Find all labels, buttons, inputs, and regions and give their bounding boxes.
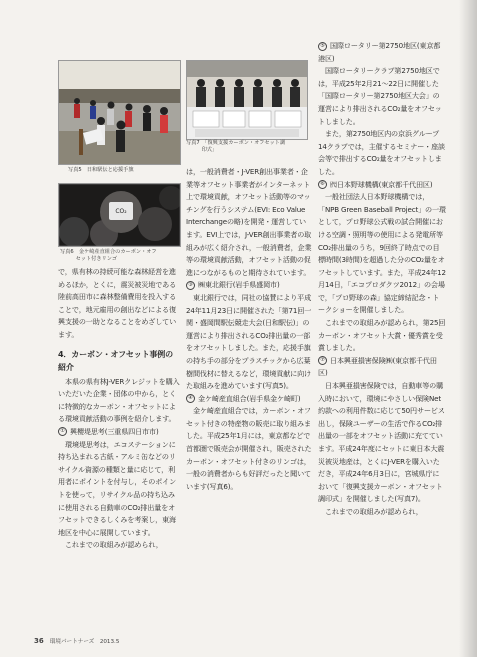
ceremony-image <box>187 61 307 139</box>
column-3 <box>318 40 446 519</box>
item3-heading <box>186 279 312 292</box>
column-2 <box>186 166 312 493</box>
item6-heading <box>318 179 446 192</box>
item6-tail: これまでの取組みが認められ，第25回カーボン・オフセット大賞・優秀賞を受賞しました。 <box>318 318 446 353</box>
apples-image <box>59 184 180 246</box>
col1-intro: で，県有林の持続可能な森林経営を進めるほか，とくに，震災被災地である陸前高田市に森林整備費用を投入することで，地元雇用の創出などによる復興支援の一助となることをめざしています。 <box>58 267 177 339</box>
item1-tail: これまでの取組みが認められ， <box>65 540 163 550</box>
item7-body: 日本興亜損害保険では，自動車等の購入時において，環境にやさしい保険Net約款への利用件数に応じて50円サービス出し，保険ユーザーの生活で作るCO₂排出量の一部をオフセット活動に充てています。平成24年度にセットに東日本大震災被災地産は，とくにJ-VERを購入いただき，平成24年6月3日に，宮城県庁において「復興支援カーボン・オフセット調印式」を開催しました(写真7)。 <box>318 381 445 504</box>
item7-heading <box>318 355 446 380</box>
item4-number: ④ <box>186 394 195 403</box>
item3-title: ㈱東北銀行(岩手県盛岡市) <box>198 280 280 290</box>
item3-body: 東北銀行では，同社の協賛により平成24年11月23日に開催された「第71回一関・盛岡間駅伝競走大会(日和駅伝)」の運営により排出されるCO₂排出量の一部をオフセットしました。また，応援手旗の持ち手の部分をプラスチックから広葉樹間伐材に替えるなど，環境貢献に向けた取組みを進めています(写真5)。 <box>186 292 312 391</box>
item6-body: 一般社団法人日本野球機構では，「NPB Green Baseball Project」の一環として，プロ野球公式戦の試合開催における空調・照明等の使用による発電所等CO₂排出量のうち，9回終了時点での目標時間(3時間)を超過した分のCO₂量をオフセットしています。また，平成24年12月14日，「エコプロダクツ2012」の会場で，「プロ野球の森」協定締結記念・トークショーを開催しました。 <box>318 192 446 315</box>
section-heading: 4．カーボン・オフセット事例の紹介 <box>58 349 173 372</box>
item5-body: 国際ロータリークラブ第2750地区では，平成25年2月21〜22日に開催した「国際ロータリー第2750地区大会」の運営により排出されるCO₂量をオフセットしました。 <box>318 66 442 126</box>
page-number: 36 <box>34 637 44 645</box>
photo-relay-race <box>58 60 181 165</box>
journal-name: 環境パートナーズ 2013.5 <box>49 639 120 645</box>
item5-body2: また，第2750地区内の京浜グループ14クラブでは，主催するセミナー・座談会等で排出するCO₂量をオフセットしました。 <box>318 129 445 176</box>
item1-number: ① <box>58 427 67 436</box>
item5-heading <box>318 40 446 65</box>
svg-text:CO₂: CO₂ <box>115 208 127 215</box>
photo5-caption: 写真5 日和駅伝と応援手旗 <box>68 167 134 173</box>
item5-number: ⑤ <box>318 42 327 51</box>
photo-ceremony <box>186 60 308 140</box>
photo-apples <box>58 183 181 247</box>
item1-title: 興櫻堤思考(三重県四日市市) <box>70 426 159 436</box>
item6-title: ㈹日本野球機構(東京都千代田区) <box>330 179 433 189</box>
item4-body: 金ケ崎産直組合では，カーボン・オフセット付きの特産物の販売に取り組みました。平成25年1月には，東京都などで首都圏で販売会が開催され，販売されたカーボン・オフセット付きのリンゴは，一般の消費者からも好評だったと聞いています(写真6)。 <box>186 406 312 491</box>
section-body: 本県の県有林J-VERクレジットを購入いただいた企業・団体の中から，とくに特徴的なカーボン・オフセットによる環境貢献活動の事例を紹介します。 <box>58 376 180 424</box>
item7-number: ⑦ <box>318 356 327 365</box>
item1-heading <box>58 426 180 439</box>
relay-race-image <box>59 61 180 164</box>
item5-title: 国際ロータリー第2750地区(東京都港区) <box>318 41 441 63</box>
item7-title: 日本興亜損害保険㈱(東京都千代田区) <box>318 355 437 378</box>
item3-number: ③ <box>186 281 195 290</box>
item1-body: 環境堤思考は，エコステーションに持ち込まれる古紙・アルミ缶などのリサイクル資源の種類と量に応じて，利用者にポイントを付与し，そのポイントを使って，リサイクル品の持ち込みに使用される自動車のCO₂排出量をオフセットできるしくみを考案し，東海地区を中心に展開しています。 <box>58 439 177 537</box>
page-footer <box>34 637 119 645</box>
binding-shadow <box>459 0 477 657</box>
item4-heading <box>186 393 312 406</box>
photo7-caption: 写真7 「復興支援カーボン・オフセット調 印式」 <box>186 140 286 153</box>
item6-number: ⑥ <box>318 180 327 189</box>
col2-continuation: は，一般消費者・J-VER創出事業者・企業等オフセット事業者がインターネット上で環境貢献，オフセット活動等のマッチングを行うシステム(EVI: Eco Value Interchangeの略)を開発・運営しています。EVI上では，J-VER創出事業者の取組みが広く紹介され，一般消費者，企業等の環境貢献活動，オフセット活動の促進につながるものと期待されています。 <box>186 167 312 277</box>
photo6-caption: 写真6 金ケ崎産直組合のカーボン・オフ セット付きリンゴ <box>60 249 157 262</box>
item7-tail: これまでの取組みが認められ， <box>325 506 423 516</box>
item4-title: 金ケ崎産直組合(岩手県金ケ崎町) <box>198 393 301 403</box>
column-1 <box>58 266 180 552</box>
